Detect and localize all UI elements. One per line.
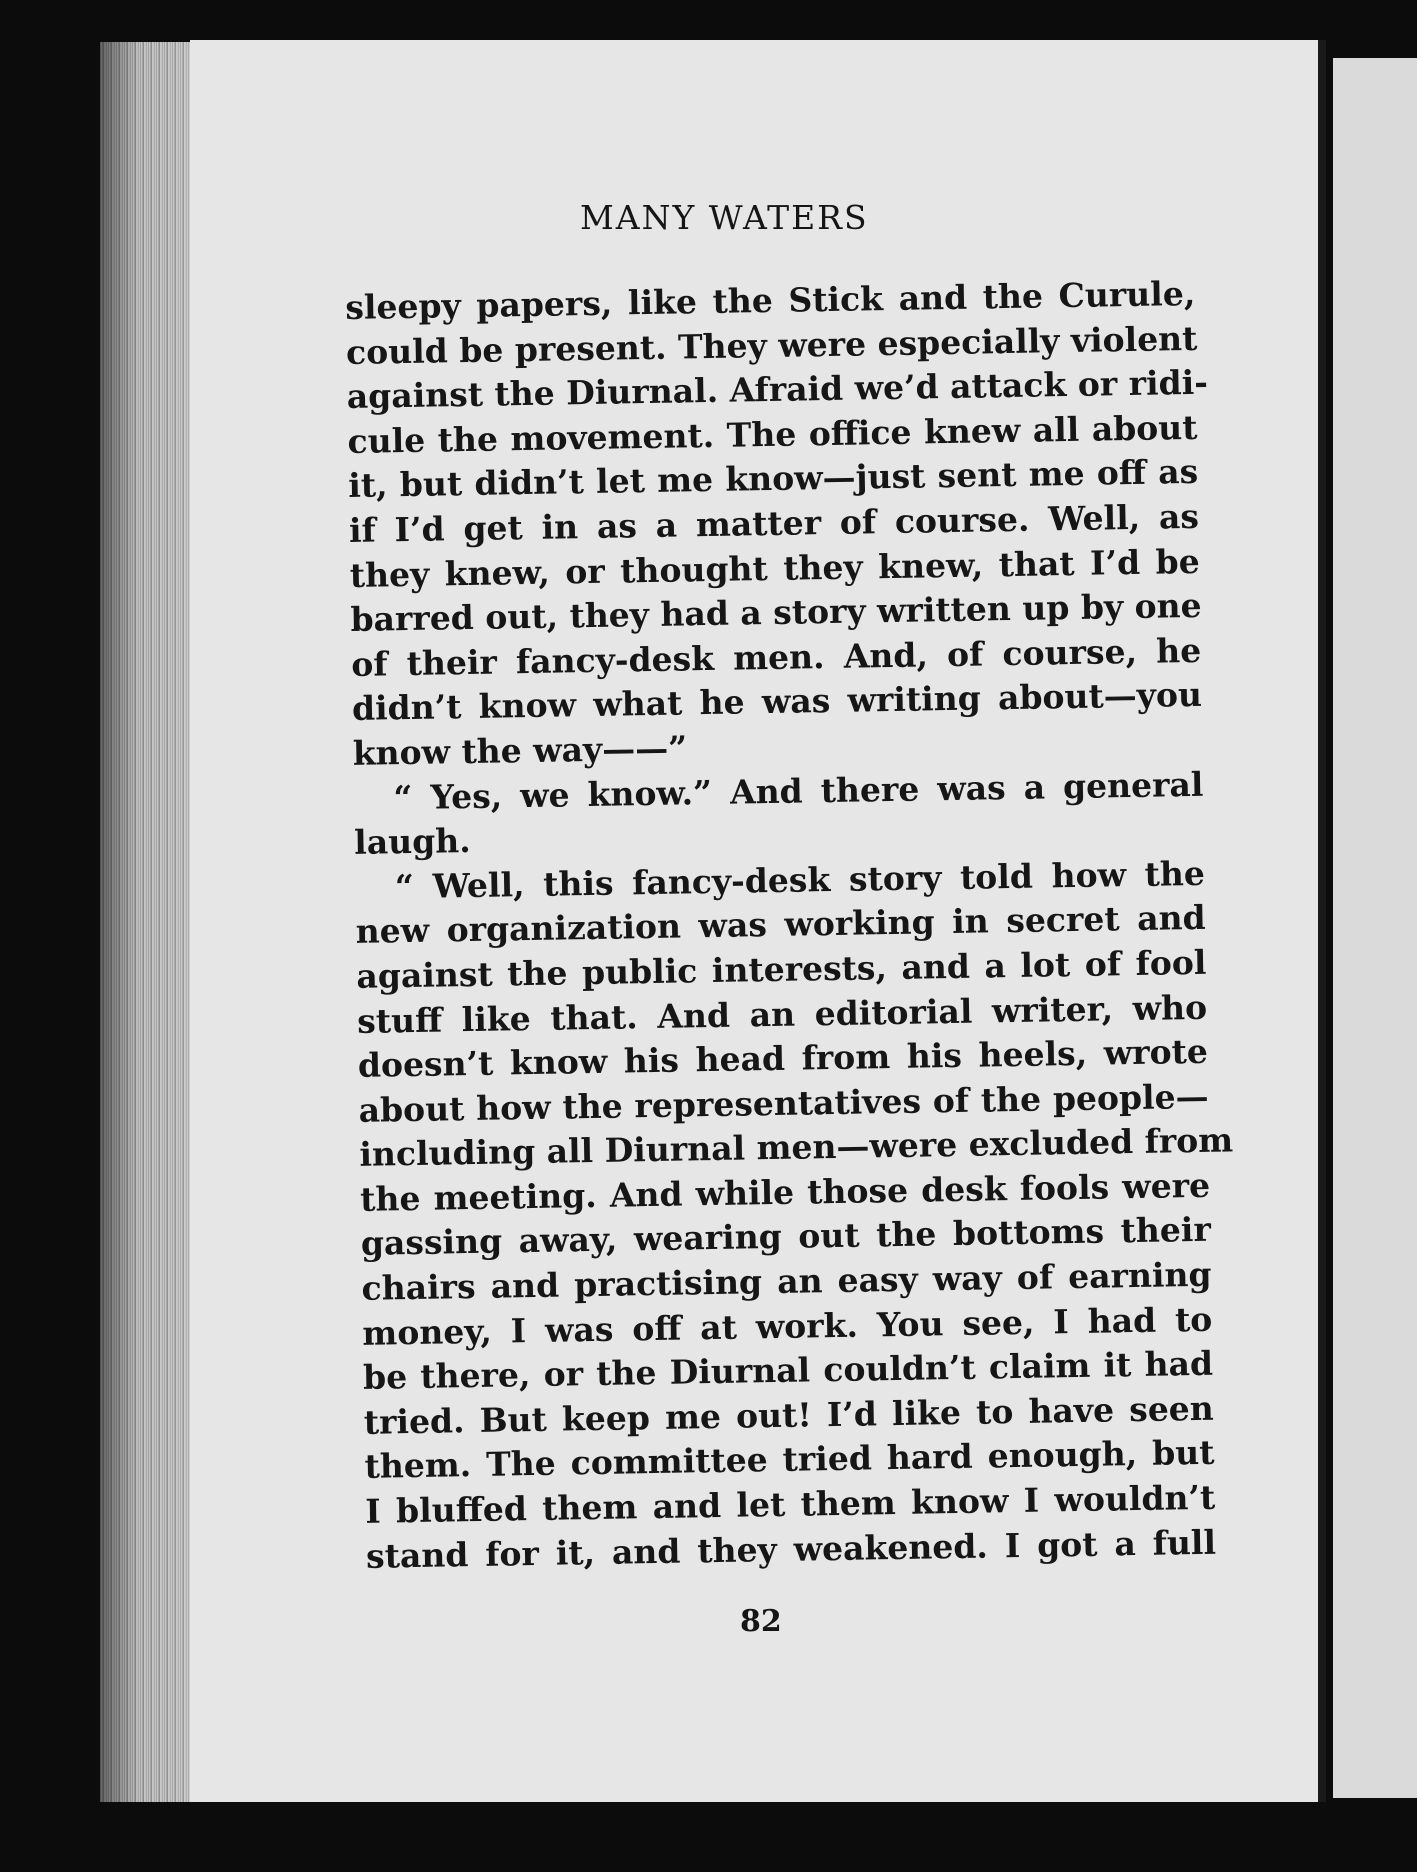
text-line: them. The committee tried hard enough, but — [364, 1433, 1215, 1487]
text-line: including all Diurnal men—were excluded from — [359, 1120, 1234, 1175]
text-line: laugh. — [353, 821, 472, 863]
text-line: it, but didn’t let me know—just sent me off as — [347, 452, 1199, 506]
text-line: doesn’t know his head from his heels, wrote — [357, 1031, 1209, 1085]
text-line: could be present. They were especially violent — [345, 318, 1198, 372]
page-number: 82 — [740, 1604, 782, 1639]
running-head: MANY WATERS — [580, 198, 869, 237]
text-line: barred out, they had a story written up by one — [350, 586, 1202, 640]
text-line: cule the movement. The office knew all about — [347, 407, 1198, 461]
text-line: be there, or the Diurnal couldn’t claim it had — [362, 1344, 1214, 1398]
text-line: against the Diurnal. Afraid we’d attack or ridi- — [346, 362, 1209, 417]
text-line: if I’d get in as a matter of course. Well, as — [348, 496, 1200, 550]
text-line: know the way——” — [352, 728, 688, 773]
page-gutter-shadow — [1318, 40, 1326, 1802]
book-page-edges — [100, 42, 198, 1802]
text-line: chairs and practising an easy way of earning — [361, 1254, 1212, 1308]
text-line: stuff like that. And an editorial writer, who — [356, 987, 1208, 1041]
text-line: money, I was off at work. You see, I had to — [362, 1299, 1213, 1353]
text-line: of their fancy-desk men. And, of course, he — [350, 630, 1202, 684]
text-line: against the public interests, and a lot of fool — [356, 942, 1207, 996]
text-line: I bluffed them and let them know I wouldn’t — [364, 1477, 1216, 1531]
text-line: didn’t know what he was writing about—you — [351, 675, 1203, 729]
text-line: “ Yes, we know.” And there was a general — [393, 764, 1204, 817]
facing-page-edge — [1333, 58, 1417, 1798]
text-line: tried. But keep me out! I’d like to have seen — [363, 1388, 1215, 1442]
text-line: they knew, or thought they knew, that I’d be — [349, 541, 1200, 595]
text-line: the meeting. And while those desk fools were — [359, 1165, 1211, 1219]
text-line: sleepy papers, like the Stick and the Curule, — [345, 273, 1196, 327]
text-line: new organization was working in secret and — [355, 898, 1206, 952]
text-line: about how the representatives of the people— — [358, 1076, 1209, 1130]
text-line: gassing away, wearing out the bottoms their — [360, 1210, 1212, 1264]
text-line: stand for it, and they weakened. I got a full — [365, 1522, 1217, 1576]
text-line: “ Well, this fancy-desk story told how the — [394, 853, 1206, 906]
body-text — [345, 272, 1234, 1579]
